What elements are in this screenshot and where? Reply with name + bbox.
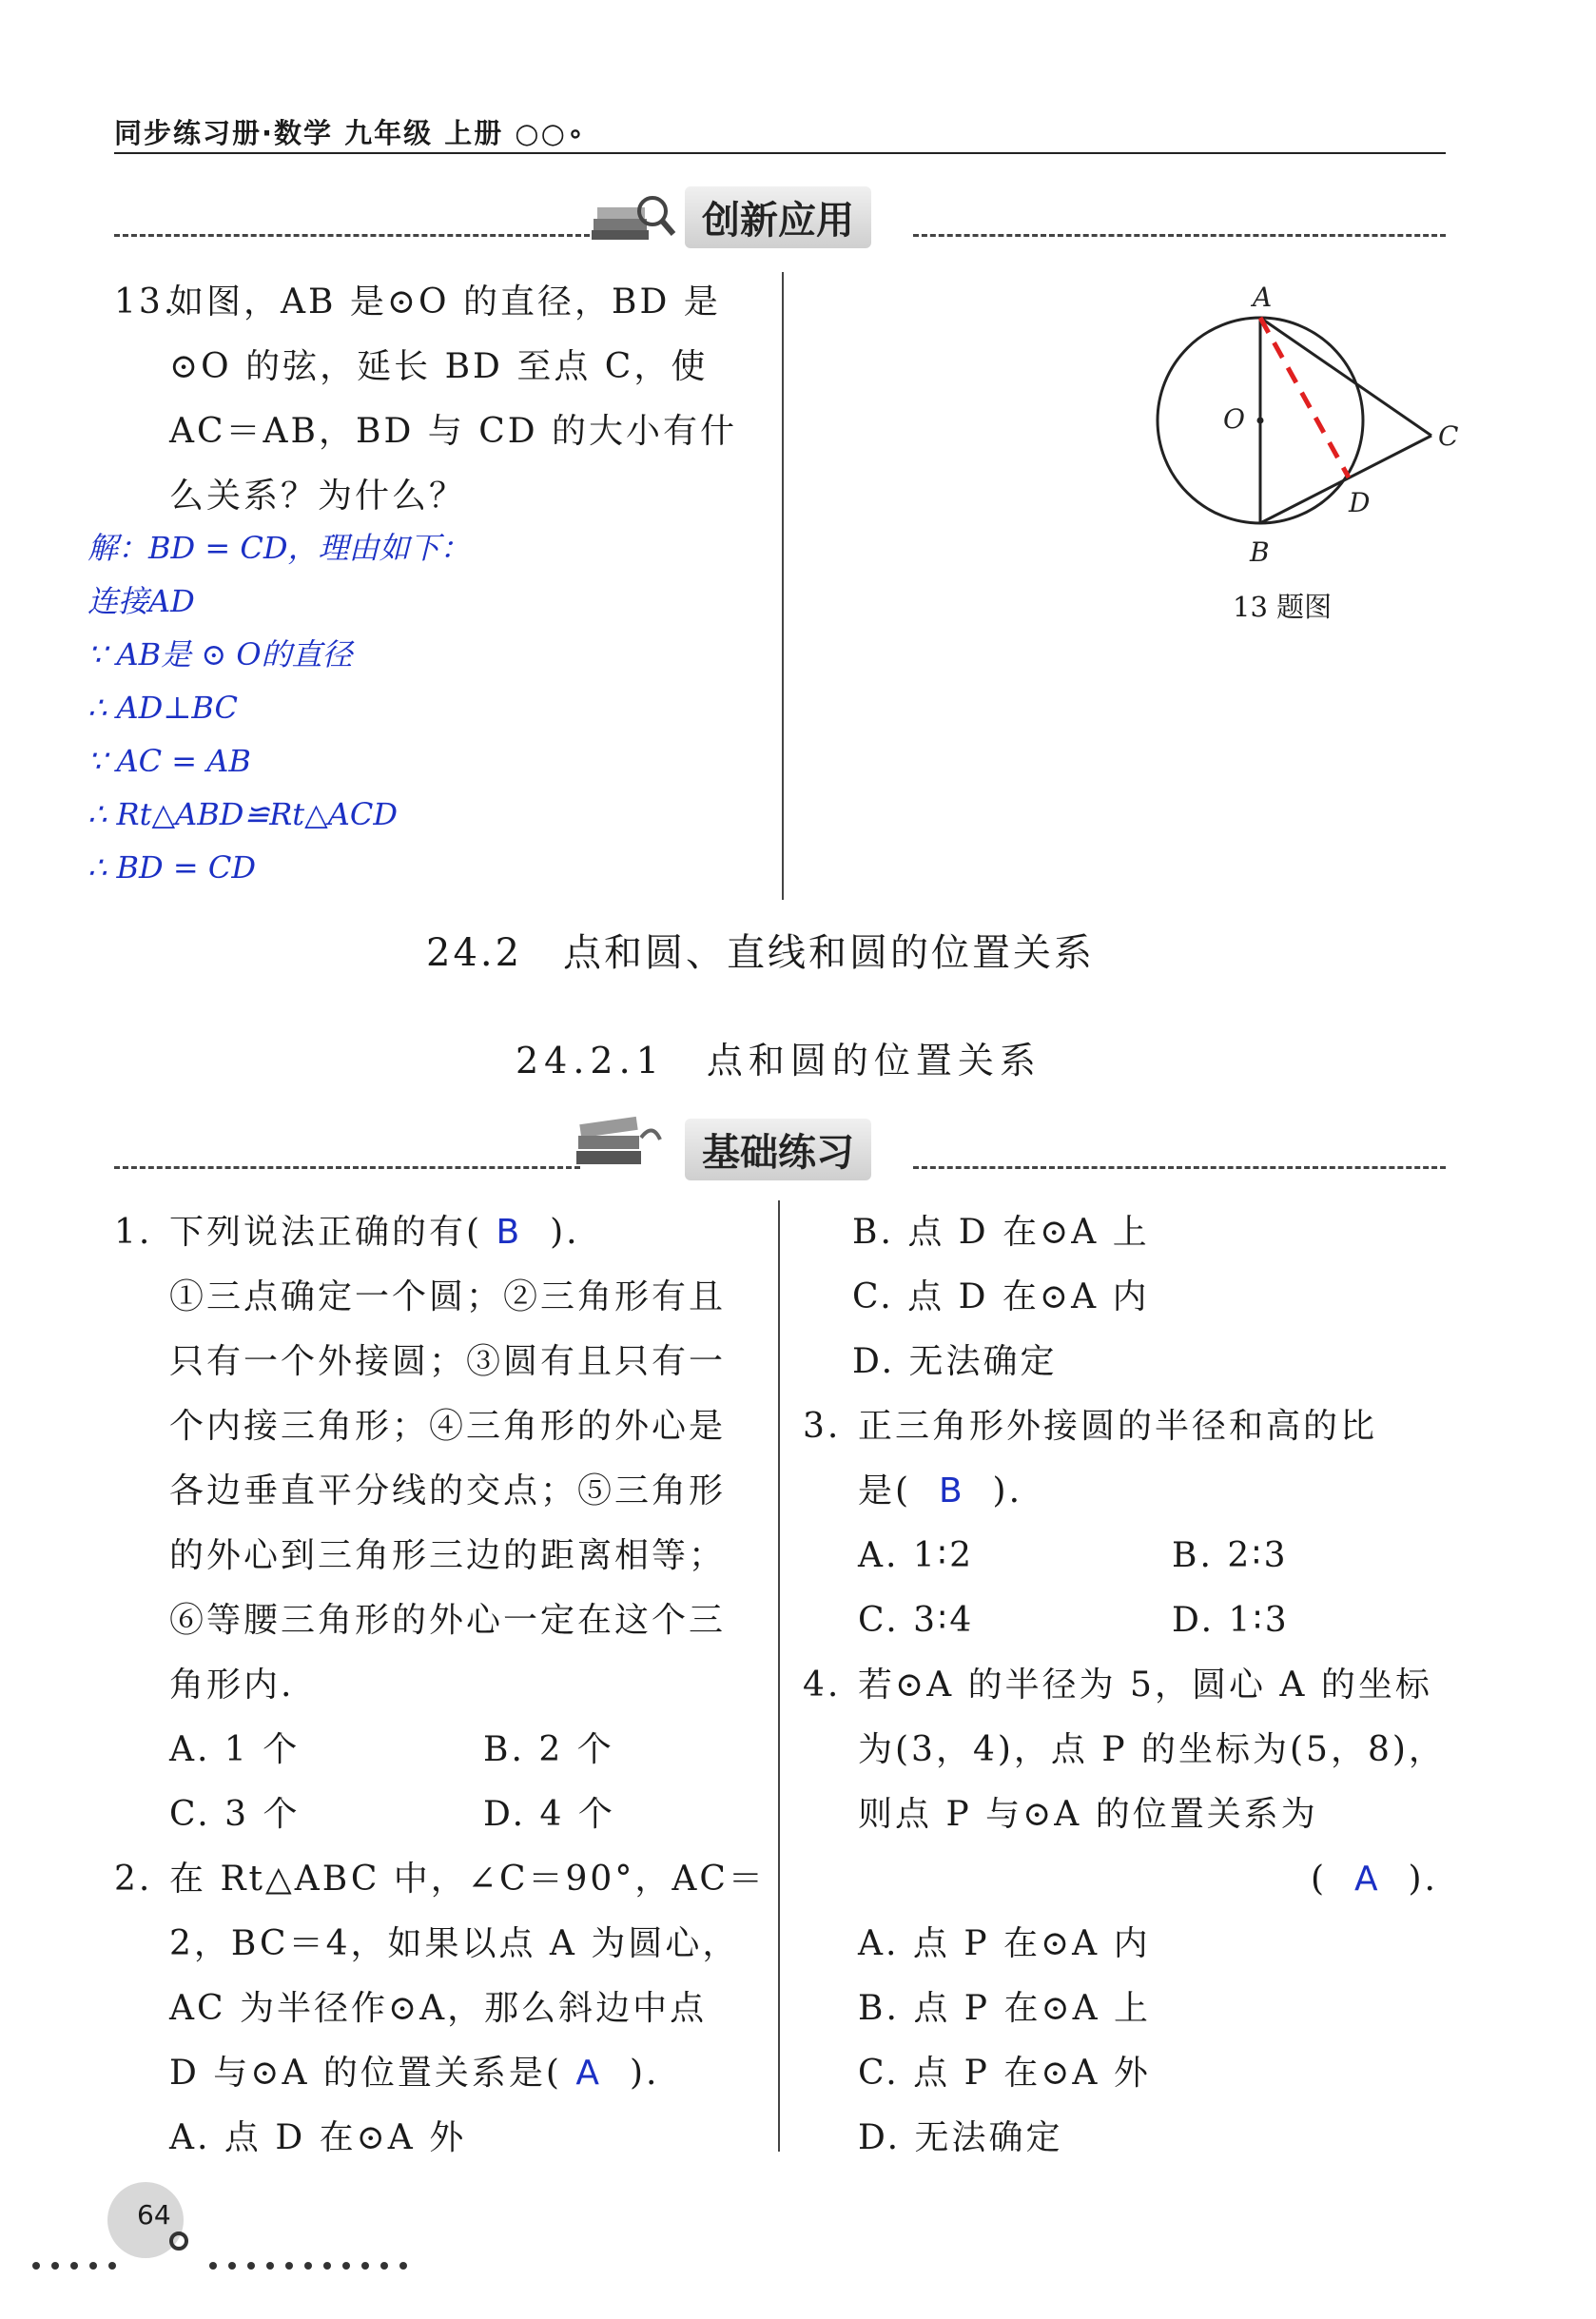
section-divider-right xyxy=(913,234,1446,237)
question-line: 各边垂直平分线的交点；⑤三角形 xyxy=(169,1471,727,1510)
label-A: A xyxy=(1253,282,1273,313)
question-line: 则点 P 与⊙A 的位置关系为 xyxy=(858,1795,1318,1834)
option: B. 点 D 在⊙A 上 xyxy=(852,1213,1150,1252)
question-line: 在 Rt△ABC 中，∠C＝90°，AC＝ xyxy=(169,1860,766,1899)
section-divider-right xyxy=(913,1166,1446,1169)
question-line: ⊙O 的弦，延长 BD 至点 C，使 xyxy=(169,347,709,386)
question-2-options-cont xyxy=(852,1200,1461,1394)
question-line: AC 为半径作⊙A，那么斜边中点 xyxy=(169,1989,708,2028)
page-footer-decoration xyxy=(27,2178,426,2283)
question-4 xyxy=(803,1653,1459,2171)
solution-line: ∴ Rt△ABD≌Rt△ACD xyxy=(88,796,398,832)
question-line: 2，BC＝4，如果以点 A 为圆心， xyxy=(169,1924,740,1963)
solution-13 xyxy=(88,521,772,894)
answer-text: A xyxy=(1353,1860,1381,1899)
figure-13-circle-diagram xyxy=(1141,276,1484,580)
question-line: ①三点确定一个圆；②三角形有且 xyxy=(169,1277,727,1316)
books-stack-icon xyxy=(574,1115,662,1170)
question-line: 若⊙A 的半径为 5，圆心 A 的坐标 xyxy=(858,1666,1432,1705)
solution-line: 连接AD xyxy=(88,583,195,619)
question-line: 的外心到三角形三边的距离相等； xyxy=(169,1536,727,1575)
column-divider xyxy=(782,272,784,900)
solution-line: 解：BD = CD，理由如下： xyxy=(88,530,471,566)
books-magnifier-icon xyxy=(590,190,677,245)
page-number: 64 xyxy=(137,2199,171,2231)
header-rule xyxy=(114,152,1446,154)
question-number: 13. xyxy=(114,283,178,322)
label-C: C xyxy=(1438,420,1459,452)
heading-24-2: 24.2 点和圆、直线和圆的位置关系 xyxy=(426,931,1096,975)
question-line: 只有一个外接圆；③圆有且只有一 xyxy=(169,1342,727,1381)
question-stem: D 与⊙A 的位置关系是( A ). xyxy=(169,2054,660,2093)
header-title: 同步练习册·数学 九年级 上册 ○○∘ xyxy=(114,117,587,149)
question-3 xyxy=(803,1394,1459,1653)
option: C. 点 P 在⊙A 外 xyxy=(858,2054,1151,2093)
option: D. 无法确定 xyxy=(852,1342,1058,1381)
question-line: 个内接三角形；④三角形的外心是 xyxy=(169,1407,727,1446)
question-line: 角形内. xyxy=(169,1666,295,1705)
option: B. 点 P 在⊙A 上 xyxy=(858,1989,1152,2028)
solution-line: ∴ AD⊥BC xyxy=(88,690,238,726)
question-number: 1. xyxy=(114,1213,153,1252)
answer-text: B xyxy=(938,1471,965,1510)
question-line: 正三角形外接圆的半径和高的比 xyxy=(858,1407,1378,1446)
column-divider xyxy=(778,1200,780,2152)
solution-line: ∵ AB是 ⊙ O的直径 xyxy=(88,636,353,672)
section-divider-left xyxy=(114,1166,580,1169)
solution-line: ∴ BD = CD xyxy=(88,849,256,886)
section-title-basic-practice: 基础练习 xyxy=(685,1119,871,1180)
question-line: 么关系？为什么？ xyxy=(169,477,467,516)
question-number: 4. xyxy=(803,1666,842,1705)
option: C. 3 个 xyxy=(169,1795,301,1834)
heading-24-2-1: 24.2.1 点和圆的位置关系 xyxy=(516,1040,1041,1082)
option: D. 1∶3 xyxy=(1172,1601,1290,1640)
question-line: 如图，AB 是⊙O 的直径，BD 是 xyxy=(169,283,721,322)
option: A. 点 P 在⊙A 内 xyxy=(858,1924,1151,1963)
figure-caption: 13 题图 xyxy=(1233,591,1333,623)
question-number: 2. xyxy=(114,1860,153,1899)
question-stem: 是( B ). xyxy=(858,1471,1023,1510)
question-line: AC＝AB，BD 与 CD 的大小有什 xyxy=(169,412,738,451)
question-stem: ( A ). xyxy=(1311,1860,1438,1899)
option: D. 无法确定 xyxy=(858,2118,1063,2157)
option: A. 点 D 在⊙A 外 xyxy=(169,2118,467,2157)
question-number: 3. xyxy=(803,1407,842,1446)
option: A. 1 个 xyxy=(169,1730,301,1769)
label-D: D xyxy=(1349,487,1371,518)
question-1 xyxy=(114,1200,770,1847)
answer-text: B xyxy=(496,1213,523,1252)
option: C. 3∶4 xyxy=(858,1601,975,1640)
question-2 xyxy=(114,1847,770,2171)
question-13 xyxy=(114,270,780,529)
question-line: 为(3，4)，点 P 的坐标为(5，8)， xyxy=(858,1730,1446,1769)
label-O: O xyxy=(1223,403,1245,435)
option: D. 4 个 xyxy=(483,1795,615,1834)
section-title-innovation: 创新应用 xyxy=(685,186,871,248)
section-divider-left xyxy=(114,234,590,237)
option: C. 点 D 在⊙A 内 xyxy=(852,1277,1150,1316)
option: B. 2 个 xyxy=(483,1730,614,1769)
question-stem: 下列说法正确的有( B ). xyxy=(169,1213,580,1252)
answer-text: A xyxy=(575,2054,603,2093)
option: A. 1∶2 xyxy=(858,1536,975,1575)
option: B. 2∶3 xyxy=(1172,1536,1289,1575)
label-B: B xyxy=(1250,536,1270,568)
solution-line: ∵ AC = AB xyxy=(88,743,251,779)
question-line: ⑥等腰三角形的外心一定在这个三 xyxy=(169,1601,727,1640)
